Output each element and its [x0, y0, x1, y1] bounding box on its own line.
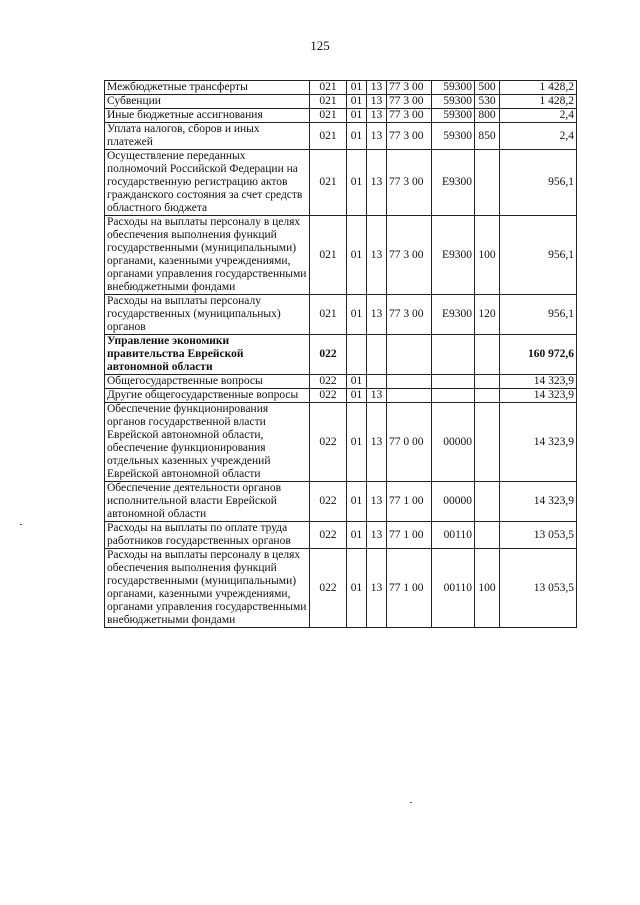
- cell-sum: 160 972,6: [500, 335, 577, 375]
- cell-vr: 500: [475, 81, 500, 95]
- cell-cs1: [387, 335, 432, 375]
- cell-pr: 13: [367, 549, 387, 628]
- cell-cs2: [432, 389, 475, 403]
- scan-speck: [20, 524, 22, 525]
- cell-gr: 021: [310, 123, 347, 150]
- cell-cs2: 00000: [432, 482, 475, 522]
- cell-pr: 13: [367, 522, 387, 549]
- table-row: [105, 95, 577, 109]
- cell-gr: 021: [310, 150, 347, 216]
- cell-pr: 13: [367, 95, 387, 109]
- table-row: [105, 403, 577, 482]
- cell-rz: 01: [347, 123, 367, 150]
- cell-cs1: 77 3 00: [387, 123, 432, 150]
- cell-sum: 14 323,9: [500, 389, 577, 403]
- cell-cs2: [432, 335, 475, 375]
- cell-cs2: 59300: [432, 95, 475, 109]
- cell-name: Обеспечение деятельности органов исполнительной власти Еврейской автономной области: [105, 482, 310, 522]
- cell-sum: 14 323,9: [500, 482, 577, 522]
- cell-name: Расходы на выплаты персоналу государственных (муниципальных) органов: [105, 295, 310, 335]
- cell-name: Расходы на выплаты по оплате труда работников государственных органов: [105, 522, 310, 549]
- table-row: [105, 389, 577, 403]
- cell-vr: 850: [475, 123, 500, 150]
- table-body: [105, 81, 577, 628]
- cell-rz: [347, 335, 367, 375]
- cell-pr: 13: [367, 389, 387, 403]
- cell-vr: 100: [475, 216, 500, 295]
- cell-cs2: E9300: [432, 150, 475, 216]
- cell-pr: 13: [367, 81, 387, 95]
- cell-gr: 021: [310, 95, 347, 109]
- cell-rz: 01: [347, 109, 367, 123]
- cell-gr: 022: [310, 549, 347, 628]
- cell-cs1: 77 1 00: [387, 549, 432, 628]
- cell-cs1: 77 1 00: [387, 482, 432, 522]
- cell-cs2: 59300: [432, 81, 475, 95]
- cell-name: Субвенции: [105, 95, 310, 109]
- cell-name: Другие общегосударственные вопросы: [105, 389, 310, 403]
- cell-gr: 022: [310, 375, 347, 389]
- cell-pr: [367, 335, 387, 375]
- cell-cs2: 59300: [432, 123, 475, 150]
- cell-cs1: 77 3 00: [387, 81, 432, 95]
- cell-name: Управление экономики правительства Еврейской автономной области: [105, 335, 310, 375]
- cell-rz: 01: [347, 482, 367, 522]
- cell-vr: [475, 150, 500, 216]
- table-row: [105, 123, 577, 150]
- cell-vr: 800: [475, 109, 500, 123]
- cell-rz: 01: [347, 95, 367, 109]
- cell-rz: 01: [347, 81, 367, 95]
- table-row: [105, 549, 577, 628]
- page-number: 125: [310, 38, 330, 53]
- cell-cs1: 77 1 00: [387, 522, 432, 549]
- cell-cs1: [387, 375, 432, 389]
- cell-rz: 01: [347, 403, 367, 482]
- cell-name: Уплата налогов, сборов и иных платежей: [105, 123, 310, 150]
- cell-gr: 021: [310, 109, 347, 123]
- table-row: [105, 482, 577, 522]
- cell-name: Иные бюджетные ассигнования: [105, 109, 310, 123]
- cell-cs2: E9300: [432, 295, 475, 335]
- cell-gr: 021: [310, 81, 347, 95]
- cell-gr: 021: [310, 295, 347, 335]
- table-row: [105, 375, 577, 389]
- cell-cs2: [432, 375, 475, 389]
- cell-sum: 1 428,2: [500, 95, 577, 109]
- cell-pr: 13: [367, 150, 387, 216]
- table-row: [105, 81, 577, 95]
- cell-cs1: 77 3 00: [387, 109, 432, 123]
- cell-sum: 1 428,2: [500, 81, 577, 95]
- cell-name: Расходы на выплаты персоналу в целях обеспечения выполнения функций государственными (муниципальными) органами, казенными учреждениями, органами управления государственными внебюджетными фондами: [105, 216, 310, 295]
- table-row: [105, 335, 577, 375]
- cell-vr: [475, 403, 500, 482]
- cell-rz: 01: [347, 549, 367, 628]
- cell-name: Межбюджетные трансферты: [105, 81, 310, 95]
- table-row: [105, 216, 577, 295]
- cell-sum: 13 053,5: [500, 522, 577, 549]
- cell-rz: 01: [347, 150, 367, 216]
- cell-vr: [475, 482, 500, 522]
- cell-pr: 13: [367, 123, 387, 150]
- cell-gr: 022: [310, 482, 347, 522]
- cell-pr: 13: [367, 403, 387, 482]
- cell-vr: [475, 375, 500, 389]
- cell-sum: 956,1: [500, 150, 577, 216]
- cell-pr: 13: [367, 216, 387, 295]
- cell-gr: 022: [310, 522, 347, 549]
- cell-rz: 01: [347, 389, 367, 403]
- cell-name: Расходы на выплаты персоналу в целях обеспечения выполнения функций государственными (муниципальными) органами, казенными учреждениями, органами управления государственными внебюджетными фондами: [105, 549, 310, 628]
- cell-sum: 2,4: [500, 109, 577, 123]
- cell-name: Обеспечение функционирования органов государственной власти Еврейской автономной области, обеспечение функционирования отдельных казенных учреждений Еврейской автономной области: [105, 403, 310, 482]
- cell-pr: [367, 375, 387, 389]
- cell-gr: 022: [310, 335, 347, 375]
- table-row: [105, 150, 577, 216]
- budget-table: [104, 80, 577, 628]
- cell-name: Общегосударственные вопросы: [105, 375, 310, 389]
- cell-gr: 021: [310, 216, 347, 295]
- table-row: [105, 109, 577, 123]
- cell-cs2: 00000: [432, 403, 475, 482]
- cell-rz: 01: [347, 216, 367, 295]
- table-row: [105, 522, 577, 549]
- cell-cs2: E9300: [432, 216, 475, 295]
- cell-cs2: 59300: [432, 109, 475, 123]
- cell-sum: 14 323,9: [500, 375, 577, 389]
- cell-sum: 956,1: [500, 216, 577, 295]
- cell-cs1: 77 3 00: [387, 150, 432, 216]
- cell-cs1: 77 0 00: [387, 403, 432, 482]
- cell-sum: 956,1: [500, 295, 577, 335]
- cell-rz: 01: [347, 522, 367, 549]
- table-row: [105, 295, 577, 335]
- cell-rz: 01: [347, 375, 367, 389]
- cell-cs2: 00110: [432, 549, 475, 628]
- cell-pr: 13: [367, 482, 387, 522]
- cell-sum: 13 053,5: [500, 549, 577, 628]
- cell-vr: 120: [475, 295, 500, 335]
- cell-rz: 01: [347, 295, 367, 335]
- cell-name: Осуществление переданных полномочий Российской Федерации на государственную регистрацию актов гражданского состояния за счет средств областного бюджета: [105, 150, 310, 216]
- cell-vr: [475, 335, 500, 375]
- cell-vr: 530: [475, 95, 500, 109]
- cell-pr: 13: [367, 295, 387, 335]
- cell-gr: 022: [310, 389, 347, 403]
- cell-sum: 14 323,9: [500, 403, 577, 482]
- cell-vr: [475, 389, 500, 403]
- cell-gr: 022: [310, 403, 347, 482]
- cell-vr: 100: [475, 549, 500, 628]
- cell-cs1: [387, 389, 432, 403]
- scan-speck: [410, 802, 412, 803]
- cell-pr: 13: [367, 109, 387, 123]
- cell-cs1: 77 3 00: [387, 95, 432, 109]
- cell-vr: [475, 522, 500, 549]
- cell-cs1: 77 3 00: [387, 216, 432, 295]
- cell-cs2: 00110: [432, 522, 475, 549]
- cell-cs1: 77 3 00: [387, 295, 432, 335]
- cell-sum: 2,4: [500, 123, 577, 150]
